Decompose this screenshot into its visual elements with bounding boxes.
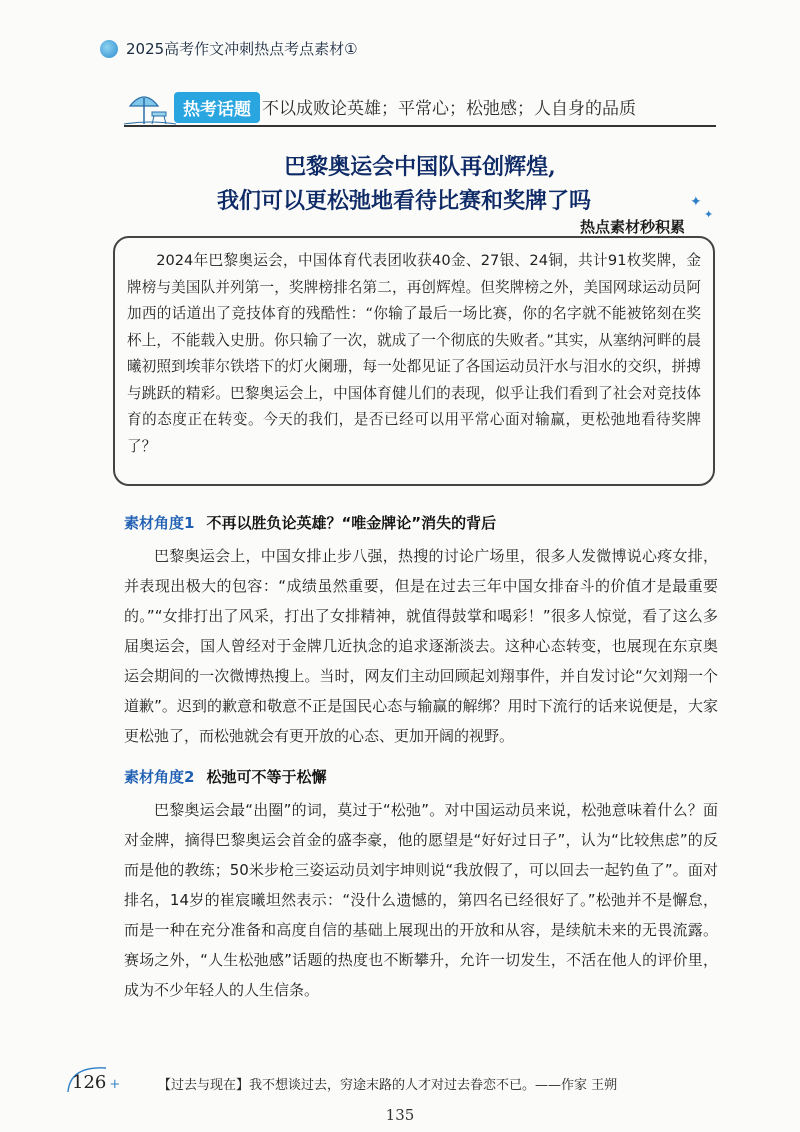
section-label: 素材角度1 [124, 514, 195, 532]
section-heading [124, 512, 718, 533]
section-body: 巴黎奥运会上，中国女排止步八强，热搜的讨论广场里，很多人发微博说心疼女排，并表现出极大的包容：“成绩虽然重要，但是在过去三年中国女排奋斗的价值才是最重要的。”“女排打出了风采，打出了女排精神，就值得鼓掌和喝彩！”很多人惊觉，看了这么多届奥运会，国人曾经对于金牌几近执念的追求逐渐淡去。这种心态转变，也展现在东京奥运会期间的一次微博热搜上。当时，网友们主动回顾起刘翔事件，并自发讨论“欠刘翔一个道歉”。迟到的歉意和敬意不正是国民心态与输赢的解绑？用时下流行的话来说便是，大家更松弛了，而松弛就会有更开放的心态、更加开阔的视野。 [124, 547, 718, 745]
topic-bar [124, 86, 716, 126]
material-section-1 [124, 512, 718, 751]
intro-paragraph: 2024年巴黎奥运会，中国体育代表团收获40金、27银、24铜，共计91枚奖牌，金牌榜与美国队并列第一，奖牌榜排名第二，再创辉煌。但奖牌榜之外，美国网球运动员阿加西的话道出了竞技体育的残酷性：“你输了最后一场比赛，你的名字就不能被铭刻在奖杯上，不能载入史册。你只输了一次，就成了一个彻底的失败者。”其实，从塞纳河畔的晨曦初照到埃菲尔铁塔下的灯火阑珊，每一处都见证了各国运动员汗水与泪水的交织，拼搏与跳跃的精彩。巴黎奥运会上，中国体育健儿们的表现，似乎让我们看到了社会对竞技体育的态度正在转变。今天的我们，是否已经可以用平常心面对输赢，更松弛地看待奖牌了？ [127, 252, 701, 455]
headline-line-2: 我们可以更松弛地看待比赛和奖牌了吗 [216, 188, 591, 214]
headline-line-1: 巴黎奥运会中国队再创辉煌, [284, 154, 556, 180]
page-number [72, 1072, 120, 1093]
section-label: 素材角度2 [124, 768, 195, 786]
intro-box [113, 236, 715, 486]
section-title: 松弛可不等于松懈 [206, 768, 327, 786]
footer-quote: 【过去与现在】我不想谈过去，穷途末路的人才对过去眷恋不已。——作家 王朔 [158, 1078, 618, 1093]
umbrella-chair-icon [124, 86, 176, 126]
scan-page-number: 135 [385, 1106, 415, 1124]
article-headline [0, 150, 800, 218]
running-head [100, 38, 358, 59]
material-section-2 [124, 766, 718, 1005]
book-logo-icon [100, 40, 118, 58]
plus-icon: + [109, 1077, 121, 1092]
section-title: 不再以胜负论英雄？“唯金牌论”消失的背后 [206, 514, 497, 532]
page-number-value: 126 [72, 1072, 107, 1093]
section-body: 巴黎奥运会最“出圈”的词，莫过于“松弛”。对中国运动员来说，松弛意味着什么？面对金牌，摘得巴黎奥运会首金的盛李豪，他的愿望是“好好过日子”，认为“比较焦虑”的反而是他的教练；50米步枪三姿运动员刘宇坤则说“我放假了，可以回去一起钓鱼了”。面对排名，14岁的崔宸曦坦然表示：“没什么遗憾的，第四名已经很好了。”松弛并不是懈怠，而是一种在充分准备和高度自信的基础上展现出的开放和从容，是续航未来的无畏流露。赛场之外，“人生松弛感”话题的热度也不断攀升，允许一切发生，不活在他人的评价里，成为不少年轻人的人生信条。 [124, 801, 718, 999]
sparkle-icon: ✦ [690, 194, 702, 210]
topic-keywords: 不以成败论英雄；平常心；松弛感；人自身的品质 [262, 99, 636, 119]
topic-divider [124, 125, 716, 127]
sparkle-icon: ✦ [704, 208, 714, 221]
material-tag: 热点素材秒积累 [580, 218, 686, 236]
running-head-title: 2025高考作文冲刺热点考点素材① [126, 40, 358, 58]
section-heading [124, 766, 718, 787]
topic-badge: 热考话题 [174, 92, 260, 123]
